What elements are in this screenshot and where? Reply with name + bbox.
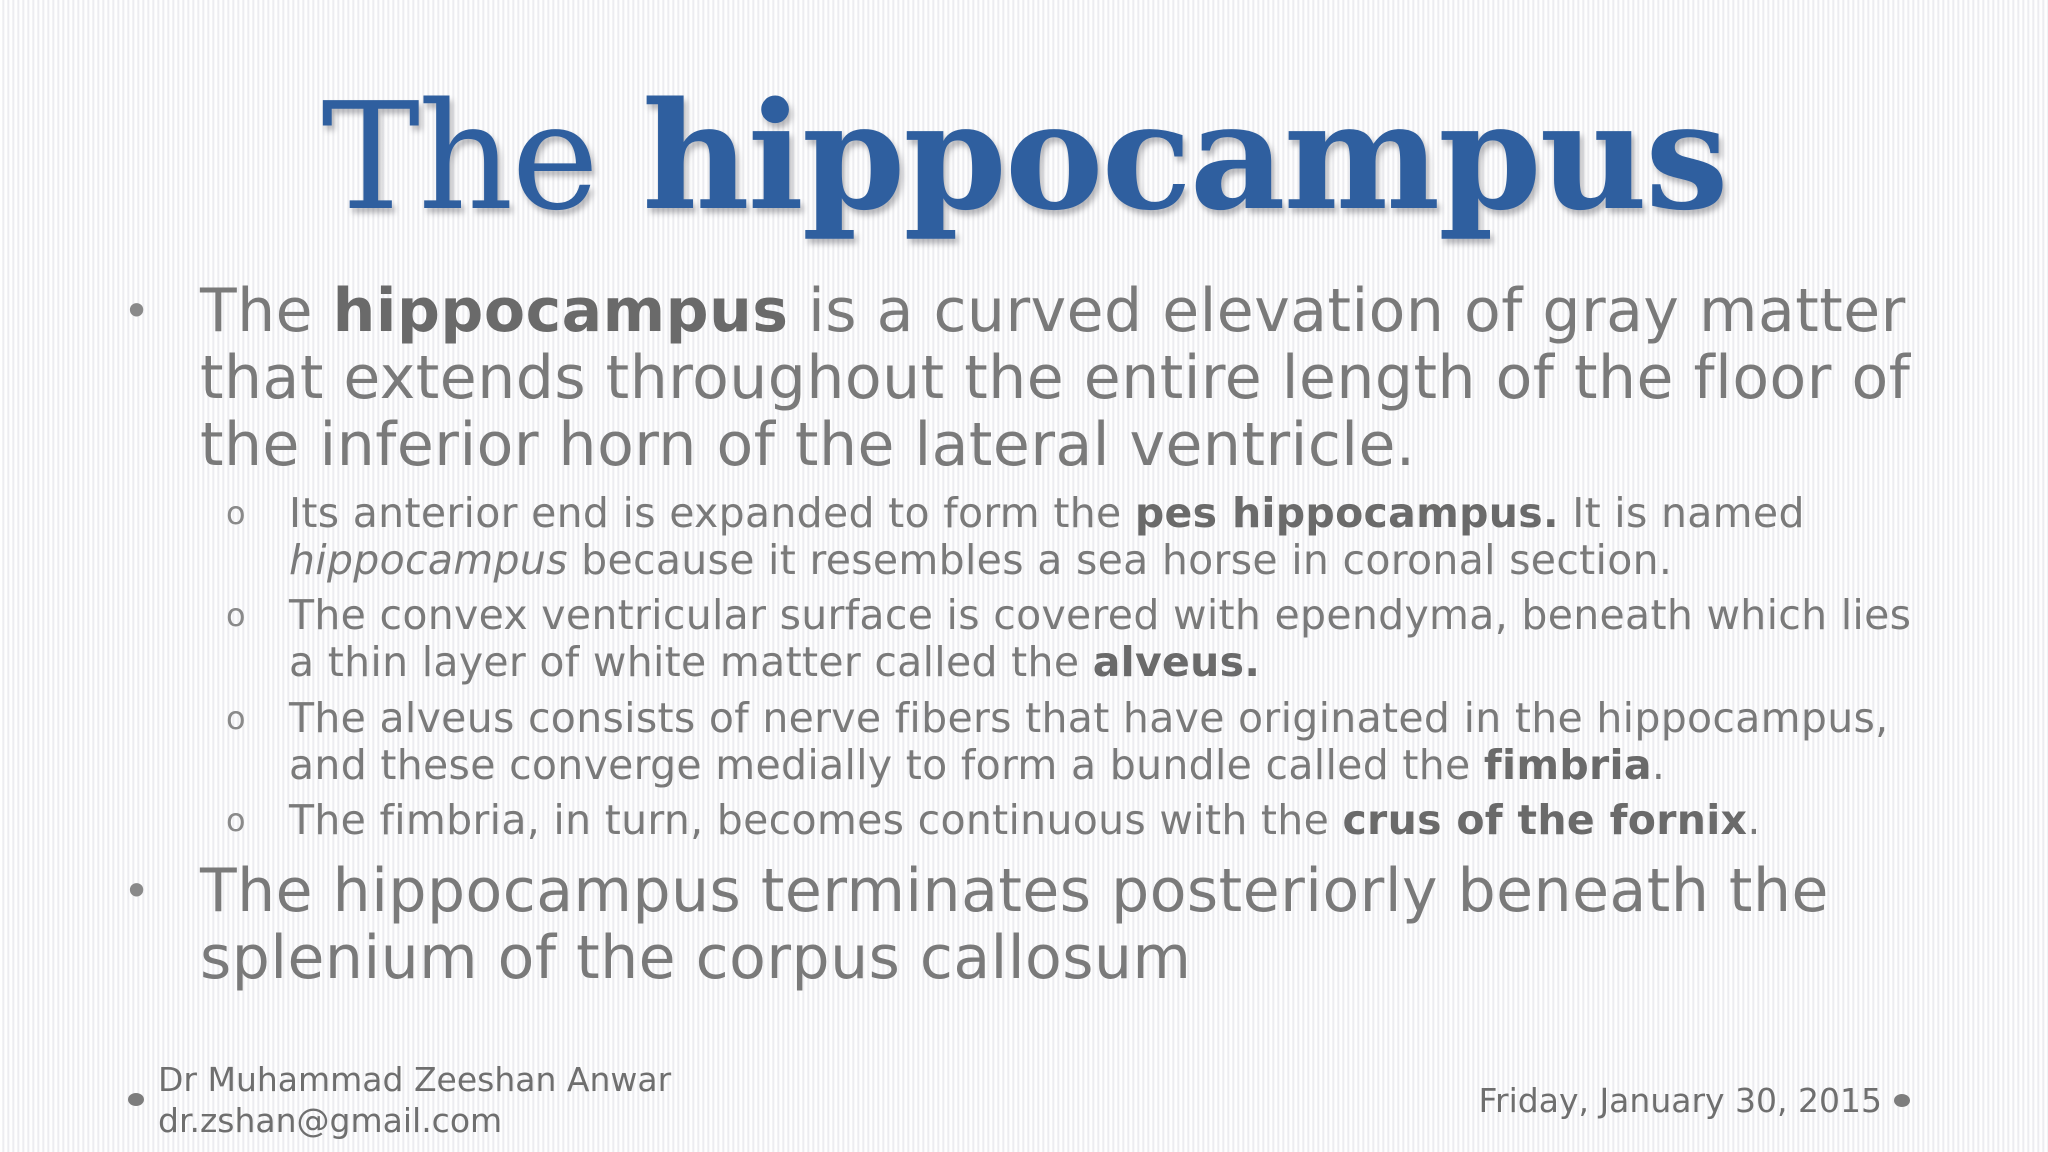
- sub-bullet-text: Its anterior end is expanded to form the: [289, 489, 1135, 537]
- sub-bullet-text: The fimbria, in turn, becomes continuous with the: [289, 796, 1343, 844]
- footer-email: dr.zshan@gmail.com: [158, 1101, 503, 1140]
- sub-bullet-item: [289, 695, 1929, 789]
- sub-bullet-text-bold: alveus.: [1092, 638, 1261, 686]
- bullet-text-bold: hippocampus: [332, 276, 789, 346]
- bullet-text: The hippocampus terminates posteriorly beneath the splenium of the corpus callosum: [200, 856, 1829, 993]
- sub-bullet-text: The convex ventricular surface is covered with ependyma, beneath which lies a thin layer of white matter called the: [289, 591, 1912, 686]
- sub-bullet-text-bold: fimbria: [1483, 741, 1652, 789]
- sub-bullet-text: .: [1747, 796, 1761, 844]
- bullet-text: The: [200, 276, 333, 346]
- footer-author: Dr Muhammad Zeeshan Anwar: [158, 1060, 672, 1099]
- bullet-item: [200, 858, 1920, 992]
- slide-title-part2: hippocampus: [642, 69, 1727, 243]
- sub-bullet-text: .: [1651, 741, 1666, 789]
- footer-dot-left: [128, 1093, 144, 1106]
- sub-bullet-text-bold: pes hippocampus.: [1134, 489, 1559, 537]
- sub-bullet-marker: o: [226, 494, 246, 532]
- sub-bullet-marker: o: [226, 596, 246, 634]
- slide-title-part1: The: [321, 71, 598, 243]
- sub-bullet-text: because it resembles a sea horse in coronal section.: [567, 536, 1673, 584]
- bullet-text: is a curved elevation of gray matter that extends throughout the entire length of the floor of the inferior horn of the lateral ventricle.: [200, 276, 1911, 480]
- sub-bullet-marker: o: [226, 801, 246, 839]
- footer-author-block: [158, 1059, 858, 1141]
- footer-dot-right: [1894, 1094, 1910, 1107]
- footer-date: Friday, January 30, 2015: [1478, 1081, 1882, 1120]
- bullet-marker: •: [123, 864, 151, 918]
- slide-title: [0, 69, 2048, 243]
- sub-bullet-item: [289, 797, 1929, 844]
- sub-bullet-item: [289, 592, 1929, 686]
- sub-bullet-item: [289, 490, 1929, 584]
- sub-bullet-marker: o: [226, 699, 246, 737]
- sub-bullet-text: It is named: [1558, 489, 1805, 537]
- sub-bullet-text-bold: crus of the fornix: [1342, 796, 1748, 844]
- sub-bullet-text: The alveus consists of nerve fibers that have originated in the hippocampus, and these converge medially to form a bundle called the: [289, 694, 1889, 789]
- sub-bullet-text-italic: hippocampus: [289, 536, 568, 584]
- bullet-marker: •: [123, 284, 151, 338]
- bullet-item: [200, 278, 1920, 479]
